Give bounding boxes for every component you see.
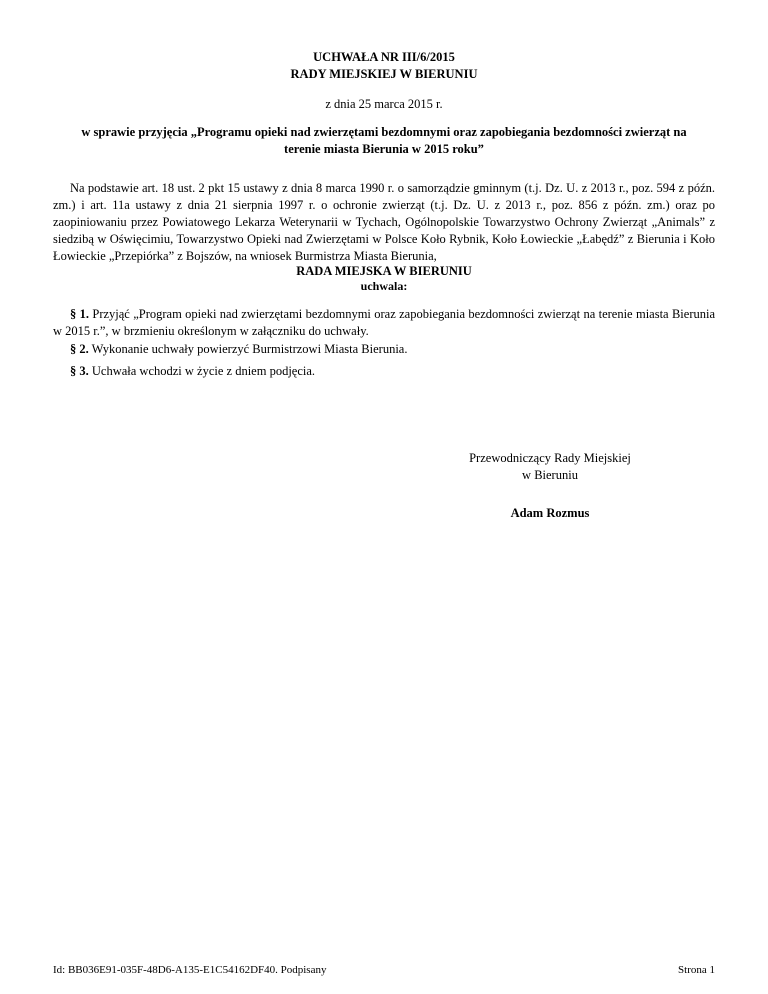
- paragraph-number: § 1.: [70, 307, 89, 321]
- paragraph-3: [53, 363, 715, 380]
- paragraph-text: Wykonanie uchwały powierzyć Burmistrzowi Miasta Bierunia.: [88, 342, 408, 356]
- signature-role-line1: Przewodniczący Rady Miejskiej: [469, 451, 631, 465]
- preamble-text: Na podstawie art. 18 ust. 2 pkt 15 ustawy z dnia 8 marca 1990 r. o samorządzie gminnym (t.j. Dz. U. z 2013 r., poz. 594 z późn. zm.) i art. 11a ustawy z dnia 21 sierpnia 1997 r. o ochronie zwierząt (t.j. Dz. U. z 2013 r., poz. 856 z późn. zm.) oraz po zaopiniowaniu przez Powiatowego Lekarza Weterynarii w Tychach, Ogólnopolskie Towarzystwo Ochrony Zwierząt „Animals” z siedzibą w Oświęcimiu, Towarzystwo Opieki nad Zwierzętami w Polsce Koło Rybnik, Koło Łowieckie „Łabędź” z Bierunia i Koło Łowieckie „Przepiórka” z Bojszów, na wniosek Burmistrza Miasta Bierunia,: [53, 181, 715, 263]
- legal-basis-preamble: [53, 180, 715, 265]
- resolution-date: z dnia 25 marca 2015 r.: [325, 97, 443, 111]
- resolution-header: [0, 49, 768, 83]
- paragraph-text: Przyjąć „Program opieki nad zwierzętami bezdomnymi oraz zapobiegania bezdomności zwierząt na terenie miasta Bierunia w 2015 r.”, w brzmieniu określonym w załączniku do uchwały.: [53, 307, 716, 338]
- page-number: Strona 1: [678, 964, 715, 976]
- paragraph-text: Uchwała wchodzi w życie z dniem podjęcia.: [88, 364, 316, 378]
- resolution-title: UCHWAŁA NR III/6/2015: [313, 50, 455, 64]
- paragraph-number: § 2.: [70, 342, 89, 356]
- resolution-subject: w sprawie przyjęcia „Programu opieki nad zwierzętami bezdomnymi oraz zapobiegania bezdomności zwierząt na terenie miasta Bierunia w 2015 roku”: [81, 125, 687, 156]
- council-name: RADA MIEJSKA W BIERUNIU: [296, 264, 472, 278]
- paragraph-2: [53, 341, 715, 358]
- council-decision-heading: [0, 263, 768, 294]
- council-verb: uchwala:: [360, 279, 408, 293]
- paragraph-1: [53, 306, 715, 340]
- council-title: RADY MIEJSKIEJ W BIERUNIU: [290, 67, 478, 81]
- document-id-footer: Id: BB036E91-035F-48D6-A135-E1C54162DF40. Podpisany: [53, 964, 327, 976]
- signature-role-line2: w Bieruniu: [522, 468, 578, 482]
- signatory-name: Adam Rozmus: [510, 506, 590, 520]
- paragraph-number: § 3.: [70, 364, 89, 378]
- signature-role: [460, 450, 640, 484]
